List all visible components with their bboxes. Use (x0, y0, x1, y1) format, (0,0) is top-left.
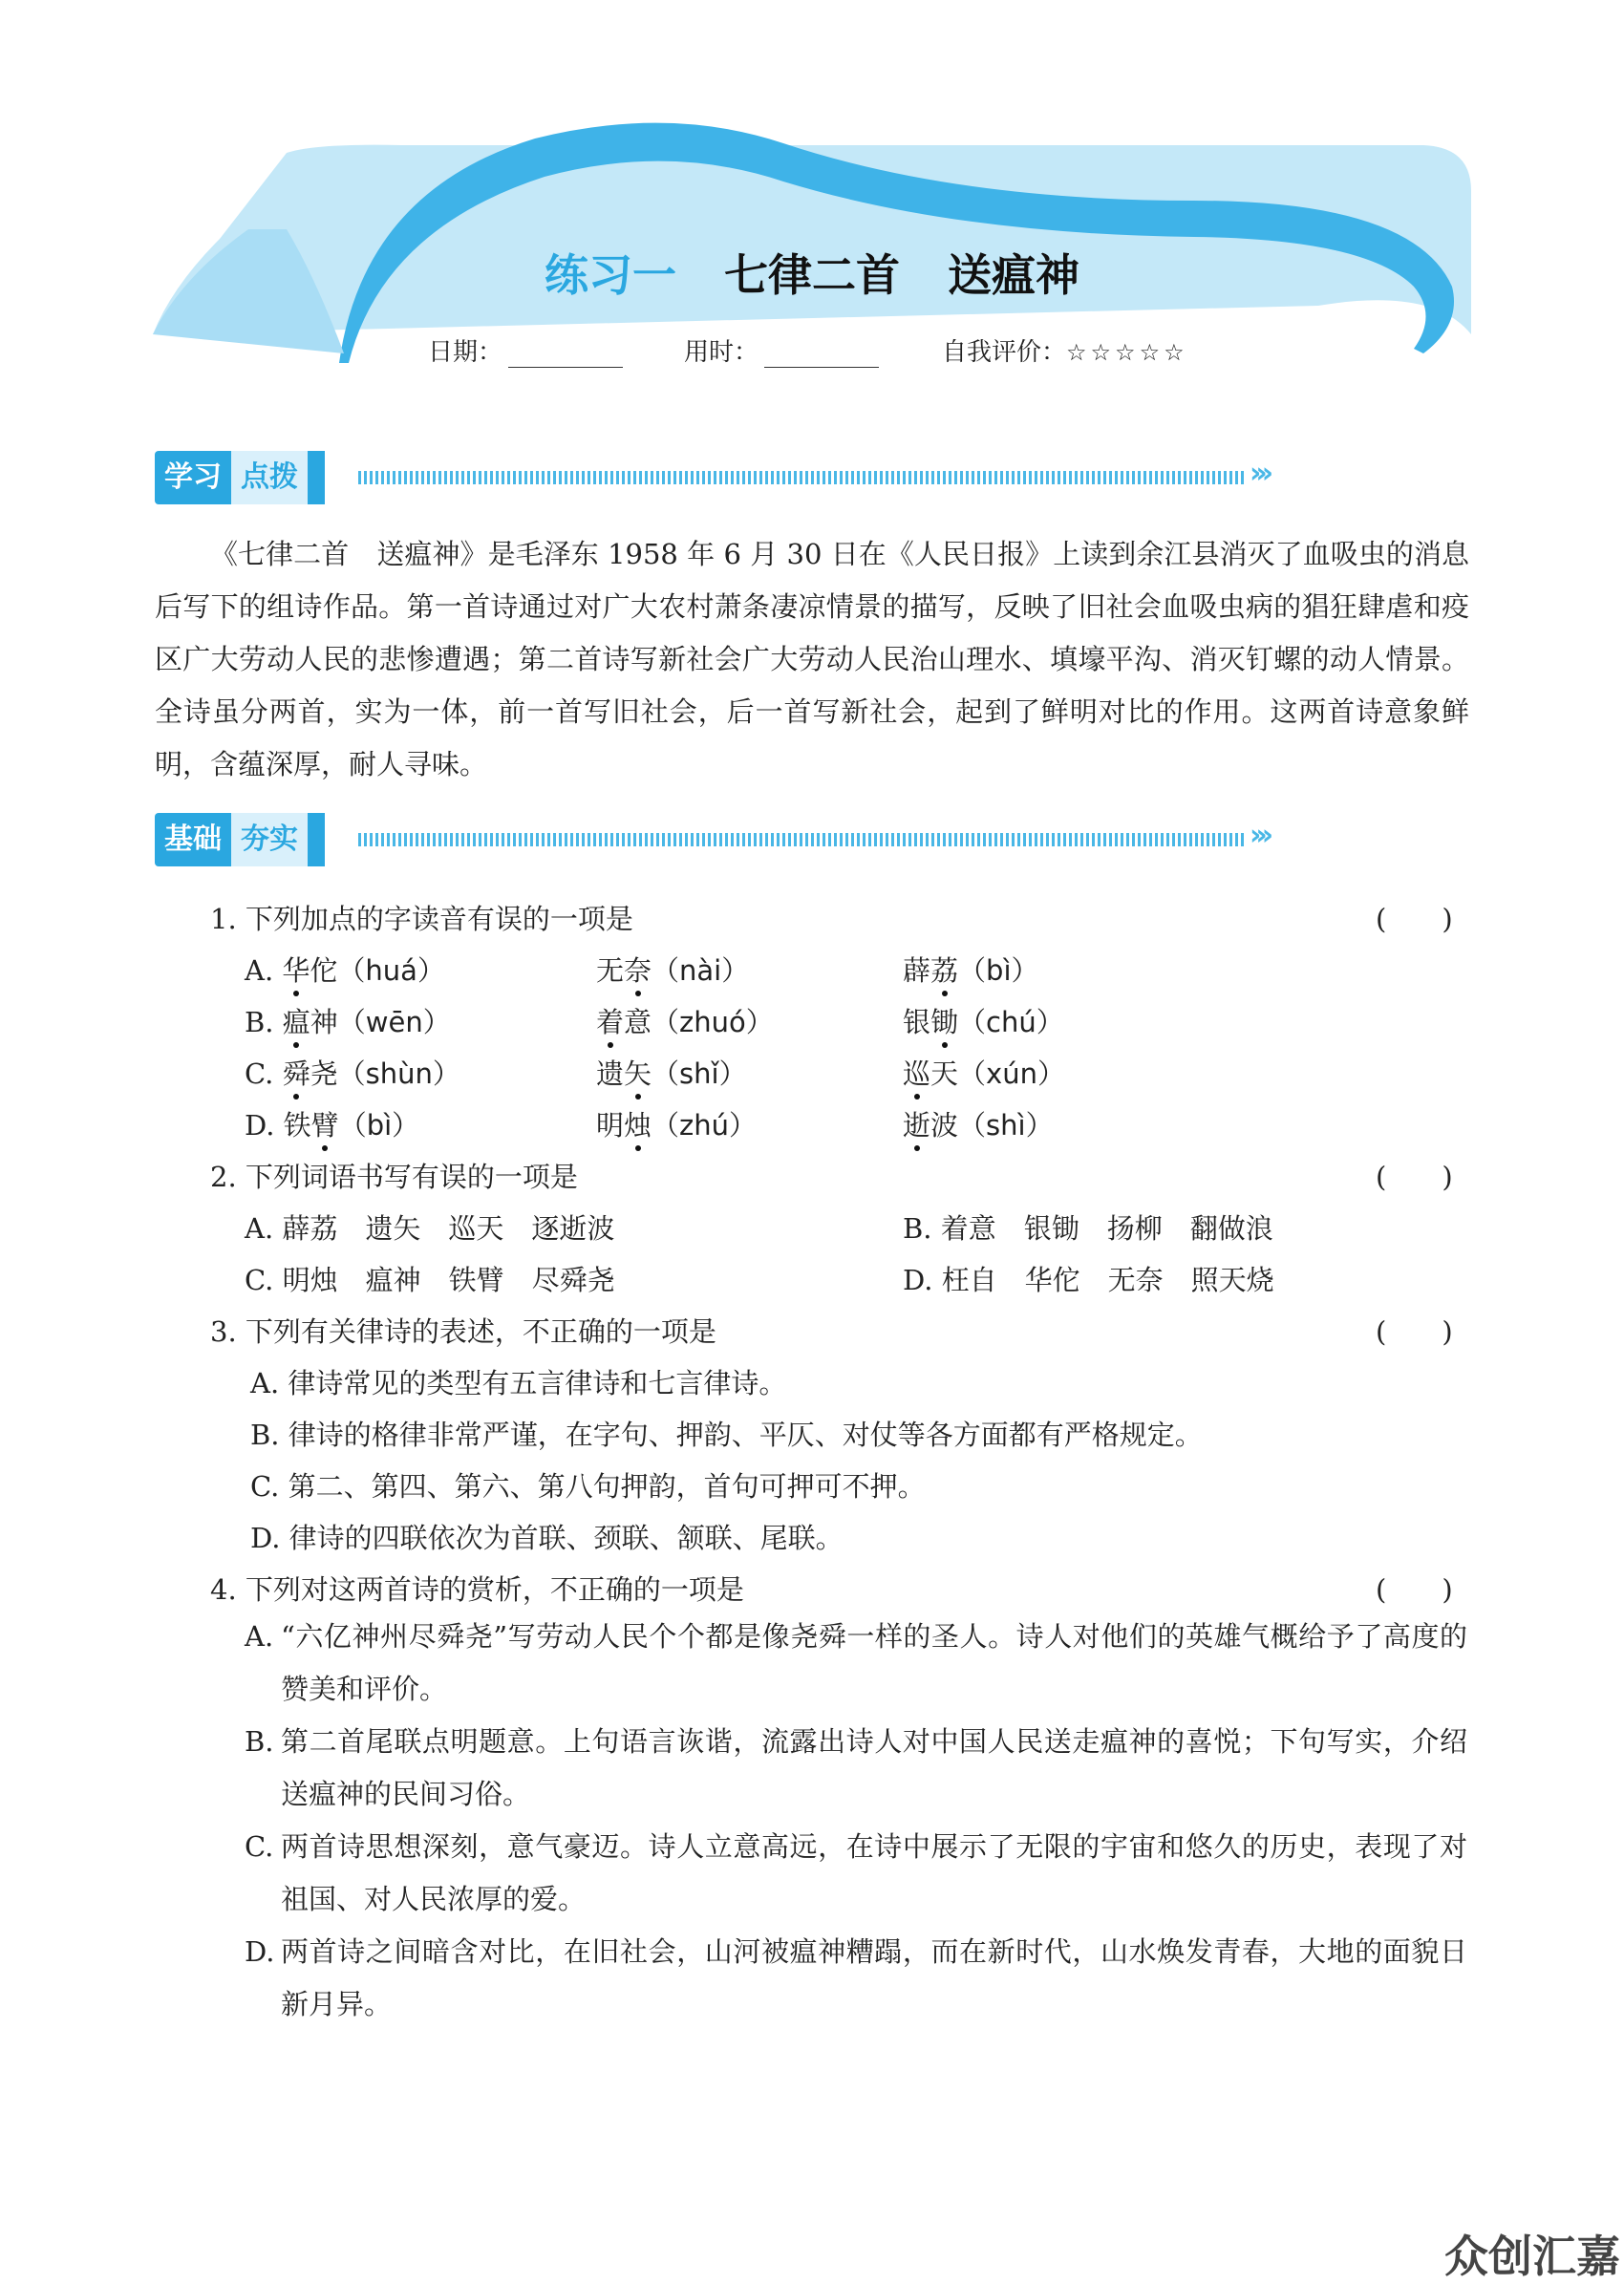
q2-option-d[interactable]: D. 枉自 华佗 无奈 照天烧 (903, 1264, 1274, 1296)
question-2-stem: 2. 下列词语书写有误的一项是 (210, 1161, 578, 1193)
watermark: 众创汇嘉 (1444, 2231, 1620, 2282)
page-title (0, 241, 1624, 304)
section-dotted-line (358, 833, 1247, 846)
section-tag-bar (308, 813, 325, 866)
time-blank[interactable] (764, 344, 879, 368)
title-sub: 送瘟神 (948, 249, 1079, 301)
q1-option-d-2: 明烛（zhú） (596, 1109, 758, 1142)
chevrons-icon: ››› (1250, 457, 1269, 490)
section-tag-part1: 学习 (155, 451, 231, 504)
answer-bracket-2[interactable]: ( ) (1376, 1161, 1453, 1193)
q1-option-a-1[interactable]: A. 华佗（huá） (245, 954, 445, 987)
question-3-stem: 3. 下列有关律诗的表述，不正确的一项是 (210, 1315, 716, 1348)
date-label: 日期： (428, 338, 503, 367)
question-4-stem: 4. 下列对这两首诗的赏析，不正确的一项是 (210, 1573, 744, 1606)
question-1-stem: 1. 下列加点的字读音有误的一项是 (210, 903, 633, 935)
time-field[interactable] (684, 332, 879, 368)
q3-option-a[interactable]: A. 律诗常见的类型有五言律诗和七言律诗。 (250, 1367, 787, 1399)
exercise-label: 练习一 (545, 249, 676, 301)
rating-stars[interactable]: ☆☆☆☆☆ (1066, 339, 1188, 366)
section-tag-bar (308, 451, 325, 504)
q3-option-b[interactable]: B. 律诗的格律非常严谨，在字句、押韵、平仄、对仗等各方面都有严格规定。 (250, 1419, 1203, 1451)
q1-option-b-3: 银锄（chú） (903, 1006, 1064, 1038)
q2-option-b[interactable]: B. 着意 银锄 扬柳 翻做浪 (903, 1212, 1273, 1245)
time-label: 用时： (684, 338, 759, 367)
q1-option-a-3: 薜荔（bì） (903, 954, 1039, 987)
eval-label: 自我评价： (942, 338, 1067, 367)
q4-option-a[interactable]: A. “六亿神州尽舜尧”写劳动人民个个都是像尧舜一样的圣人。诗人对他们的英雄气概给予了高度的赞美和评价。 (245, 1620, 1467, 1705)
q4-option-d[interactable]: D. 两首诗之间暗含对比，在旧社会，山河被瘟神糟蹋，而在新时代，山水焕发青春，大地的面貌日新月异。 (245, 1935, 1467, 2020)
section-tag-study (155, 451, 325, 504)
q3-option-c[interactable]: C. 第二、第四、第六、第八句押韵，首句可押可不押。 (250, 1470, 926, 1503)
section-tag-part1: 基础 (155, 813, 231, 866)
q4-option-b[interactable]: B. 第二首尾联点明题意。上句语言诙谐，流露出诗人对中国人民送走瘟神的喜悦；下句写实，介绍送瘟神的民间习俗。 (245, 1725, 1467, 1810)
intro-paragraph: 《七律二首 送瘟神》是毛泽东 1958 年 6 月 30 日在《人民日报》上读到余江县消灭了血吸虫的消息后写下的组诗作品。第一首诗通过对广大农村萧条凄凉情景的描写，反映了旧社会血吸虫病的猖狂肆虐和疫区广大劳动人民的悲惨遭遇；第二首诗写新社会广大劳动人民治山理水、填壕平沟、消灭钉螺的动人情景。全诗虽分两首，实为一体，前一首写旧社会，后一首写新社会，起到了鲜明对比的作用。这两首诗意象鲜明，含蕴深厚，耐人寻味。 (155, 538, 1469, 780)
q1-option-b-2: 着意（zhuó） (596, 1006, 774, 1038)
section-tag-part2: 夯实 (231, 813, 308, 866)
section-tag-part2: 点拨 (231, 451, 308, 504)
date-field[interactable] (428, 332, 623, 368)
answer-bracket-1[interactable]: ( ) (1376, 903, 1453, 935)
q4-option-c[interactable]: C. 两首诗思想深刻，意气豪迈。诗人立意高远，在诗中展示了无限的宇宙和悠久的历史，表现了对祖国、对人民浓厚的爱。 (245, 1830, 1467, 1915)
section-dotted-line (358, 471, 1247, 484)
q1-option-c-3: 巡天（xún） (903, 1057, 1065, 1090)
answer-bracket-4[interactable]: ( ) (1376, 1573, 1453, 1606)
q1-option-d-3: 逝波（shì） (903, 1109, 1054, 1142)
q1-option-c-1[interactable]: C. 舜尧（shùn） (245, 1057, 460, 1090)
chevrons-icon: ››› (1250, 819, 1269, 852)
q2-option-c[interactable]: C. 明烛 瘟神 铁臂 尽舜尧 (245, 1264, 615, 1296)
date-blank[interactable] (508, 344, 623, 368)
section-tag-basics (155, 813, 325, 866)
q2-option-a[interactable]: A. 薜荔 遗矢 巡天 逐逝波 (245, 1212, 615, 1245)
q1-option-d-1[interactable]: D. 铁臂（bì） (245, 1109, 420, 1142)
answer-bracket-3[interactable]: ( ) (1376, 1315, 1453, 1348)
title-main: 七律二首 (724, 249, 900, 301)
q1-option-a-2: 无奈（nài） (596, 954, 750, 987)
self-eval (942, 332, 1188, 368)
q3-option-d[interactable]: D. 律诗的四联依次为首联、颈联、颔联、尾联。 (250, 1522, 844, 1554)
q1-option-b-1[interactable]: B. 瘟神（wēn） (245, 1006, 451, 1038)
q1-option-c-2: 遗矢（shǐ） (596, 1057, 747, 1090)
